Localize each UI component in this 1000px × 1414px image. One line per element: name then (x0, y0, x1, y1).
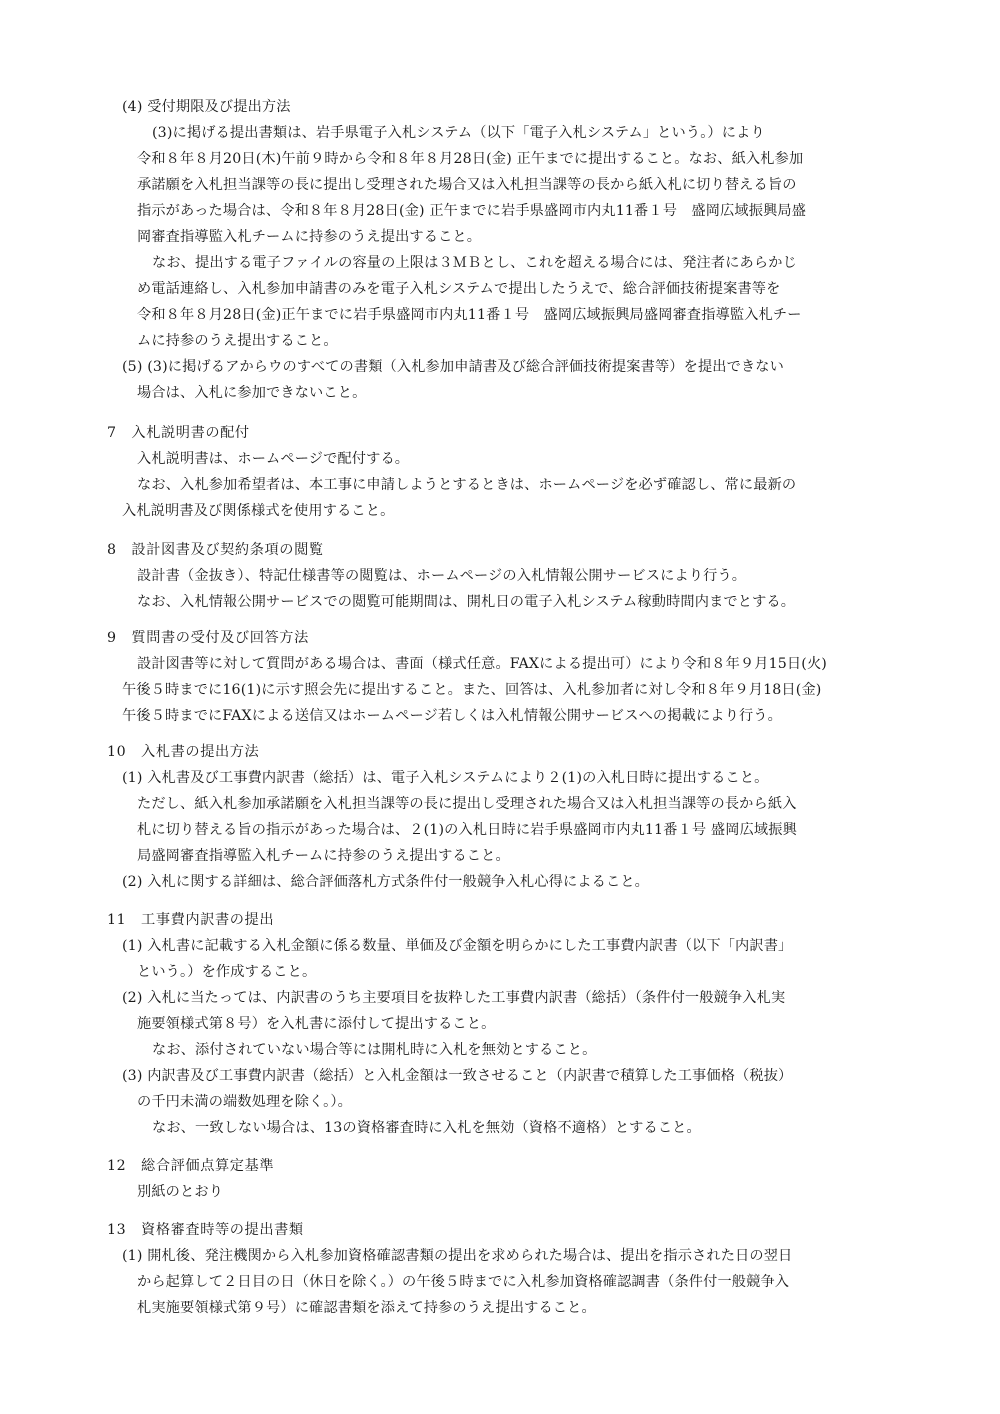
paragraph-line: から起算して２日目の日（休日を除く。）の午後５時までに入札参加資格確認調書（条件付一般競争入 (137, 1274, 790, 1290)
paragraph-line: 場合は、入札に参加できないこと。 (137, 385, 367, 401)
paragraph-line: 入札説明書及び関係様式を使用すること。 (122, 503, 395, 519)
paragraph-line: ムに持参のうえ提出すること。 (137, 333, 338, 349)
paragraph-line: ただし、紙入札参加承諾願を入札担当課等の長に提出し受理された場合又は入札担当課等の長から紙入 (137, 796, 797, 812)
section-12-heading: 12 総合評価点算定基準 (107, 1158, 275, 1174)
section-11-heading: 11 工事費内訳書の提出 (107, 912, 275, 928)
paragraph-line: 札に切り替える旨の指示があった場合は、２(1)の入札日時に岩手県盛岡市内丸11番１号 盛岡広域振興 (137, 822, 797, 838)
section-11-item-3: (3) 内訳書及び工事費内訳書（総括）と入札金額は一致させること（内訳書で積算した工事価格（税抜） (122, 1068, 793, 1084)
section-13-item-1: (1) 開札後、発注機関から入札参加資格確認書類の提出を求められた場合は、提出を指示された日の翌日 (122, 1248, 793, 1264)
paragraph-line: 午後５時までにFAXによる送信又はホームページ若しくは入札情報公開サービスへの掲載により行う。 (122, 708, 782, 724)
paragraph-line: 岡審査指導監入札チームに持参のうえ提出すること。 (137, 229, 482, 245)
section-10-heading: 10 入札書の提出方法 (107, 744, 260, 760)
paragraph-line: 令和８年８月20日(木)午前９時から令和８年８月28日(金) 正午までに提出すること。なお、紙入札参加 (137, 151, 804, 167)
paragraph-line: 別紙のとおり (137, 1184, 224, 1200)
section-11-item-1: (1) 入札書に記載する入札金額に係る数量、単価及び金額を明らかにした工事費内訳書（以下「内訳書」 (122, 938, 793, 954)
paragraph-line: (3)に掲げる提出書類は、岩手県電子入札システム（以下「電子入札システム」という。）により (152, 125, 765, 141)
paragraph-line: 令和８年８月28日(金)正午までに岩手県盛岡市内丸11番１号 盛岡広域振興局盛岡審査指導監入札チー (137, 307, 802, 323)
paragraph-line: 指示があった場合は、令和８年８月28日(金) 正午までに岩手県盛岡市内丸11番１号 盛岡広域振興局盛 (137, 203, 807, 219)
paragraph-line: なお、一致しない場合は、13の資格審査時に入札を無効（資格不適格）とすること。 (152, 1120, 701, 1136)
paragraph-line: 局盛岡審査指導監入札チームに持参のうえ提出すること。 (137, 848, 510, 864)
paragraph-line: 設計書（金抜き）、特記仕様書等の閲覧は、ホームページの入札情報公開サービスにより行う。 (137, 568, 747, 584)
paragraph-line: 午後５時までに16(1)に示す照会先に提出すること。また、回答は、入札参加者に対し令和８年９月18日(金) (122, 682, 822, 698)
paragraph-line: の千円未満の端数処理を除く。）。 (137, 1094, 352, 1110)
paragraph-line: なお、入札参加希望者は、本工事に申請しようとするときは、ホームページを必ず確認し、常に最新の (137, 477, 797, 493)
section-11-item-2: (2) 入札に当たっては、内訳書のうち主要項目を抜粋した工事費内訳書（総括）（条件付一般競争入札実 (122, 990, 786, 1006)
paragraph-line: 入札説明書は、ホームページで配付する。 (137, 451, 410, 467)
section-9-heading: 9 質問書の受付及び回答方法 (107, 630, 309, 646)
paragraph-line: 札実施要領様式第９号）に確認書類を添えて持参のうえ提出すること。 (137, 1300, 596, 1316)
section-10-item-1: (1) 入札書及び工事費内訳書（総括）は、電子入札システムにより２(1)の入札日時に提出すること。 (122, 770, 769, 786)
paragraph-line: なお、入札情報公開サービスでの閲覧可能期間は、開札日の電子入札システム稼動時間内までとする。 (137, 594, 796, 610)
section-4-heading: (4) 受付期限及び提出方法 (122, 99, 291, 115)
section-13-heading: 13 資格審査時等の提出書類 (107, 1222, 304, 1238)
paragraph-line: なお、添付されていない場合等には開札時に入札を無効とすること。 (152, 1042, 597, 1058)
section-5-item: (5) (3)に掲げるアからウのすべての書類（入札参加申請書及び総合評価技術提案書等）を提出できない (122, 359, 784, 375)
section-7-heading: 7 入札説明書の配付 (107, 425, 250, 441)
paragraph-line: なお、提出する電子ファイルの容量の上限は３ＭＢとし、これを超える場合には、発注者にあらかじ (152, 255, 797, 271)
paragraph-line: 設計図書等に対して質問がある場合は、書面（様式任意。FAXによる提出可）により令和８年９月15日(火) (137, 656, 827, 672)
paragraph-line: 施要領様式第８号）を入札書に添付して提出すること。 (137, 1016, 496, 1032)
section-10-item-2: (2) 入札に関する詳細は、総合評価落札方式条件付一般競争入札心得によること。 (122, 874, 650, 890)
paragraph-line: という。）を作成すること。 (137, 964, 317, 980)
paragraph-line: め電話連絡し、入札参加申請書のみを電子入札システムで提出したうえで、総合評価技術提案書等を (137, 281, 781, 297)
paragraph-line: 承諾願を入札担当課等の長に提出し受理された場合又は入札担当課等の長から紙入札に切り替える旨の (137, 177, 797, 193)
section-8-heading: 8 設計図書及び契約条項の閲覧 (107, 542, 324, 558)
